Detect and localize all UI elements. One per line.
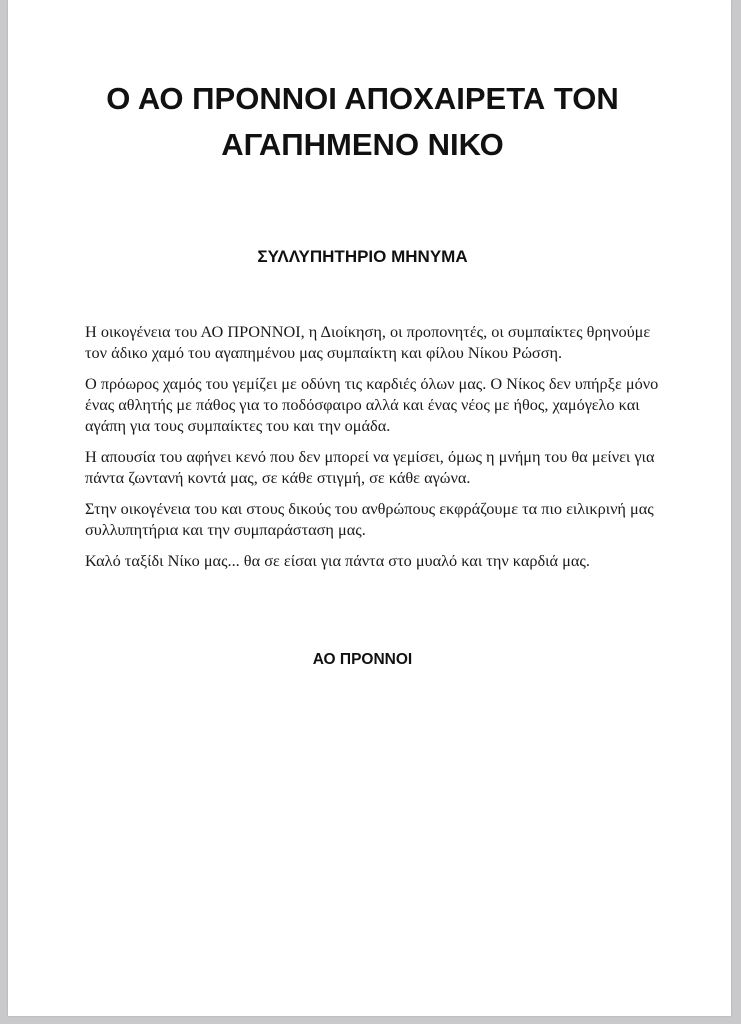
title-line-1: Ο ΑΟ ΠΡΟΝΝΟΙ ΑΠΟΧΑΙΡΕΤΑ ΤΟΝ	[106, 81, 619, 116]
paragraph-2: Ο πρόωρος χαμός του γεμίζει με οδύνη τις καρδιές όλων μας. Ο Νίκος δεν υπήρξε μόνο ένας αθλητής με πάθος για το ποδόσφαιρο αλλά και ένας νέος με ήθος, χαμόγελο και αγάπη για τους συμπαίκτες του και την ομάδα.	[85, 374, 659, 435]
paragraph-1: Η οικογένεια του ΑΟ ΠΡΟΝΝΟΙ, η Διοίκηση, οι προπονητές, οι συμπαίκτες θρηνούμε τον άδικο χαμό του αγαπημένου μας συμπαίκτη και φίλου Νίκου Ρώσση.	[85, 322, 651, 362]
document-subtitle: ΣΥΛΛΥΠΗΤΗΡΙΟ ΜΗΝΥΜΑ	[257, 247, 468, 266]
paragraph-4: Στην οικογένεια του και στους δικούς του ανθρώπους εκφράζουμε τα πιο ειλικρινή μας συλλυπητήρια και την συμπαράσταση μας.	[85, 499, 654, 539]
signature: ΑΟ ΠΡΟΝΝΟΙ	[312, 651, 413, 668]
document-body	[85, 321, 665, 581]
paragraph-5: Καλό ταξίδι Νίκο μας... θα σε είσαι για πάντα στο μυαλό και την καρδιά μας.	[85, 551, 590, 570]
paragraph-3: Η απουσία του αφήνει κενό που δεν μπορεί να γεμίσει, όμως η μνήμη του θα μείνει για πάντα ζωντανή κοντά μας, σε κάθε στιγμή, σε κάθε αγώνα.	[85, 447, 655, 487]
document-title	[0, 76, 733, 168]
title-line-2: ΑΓΑΠΗΜΕΝΟ ΝΙΚΟ	[221, 127, 504, 162]
